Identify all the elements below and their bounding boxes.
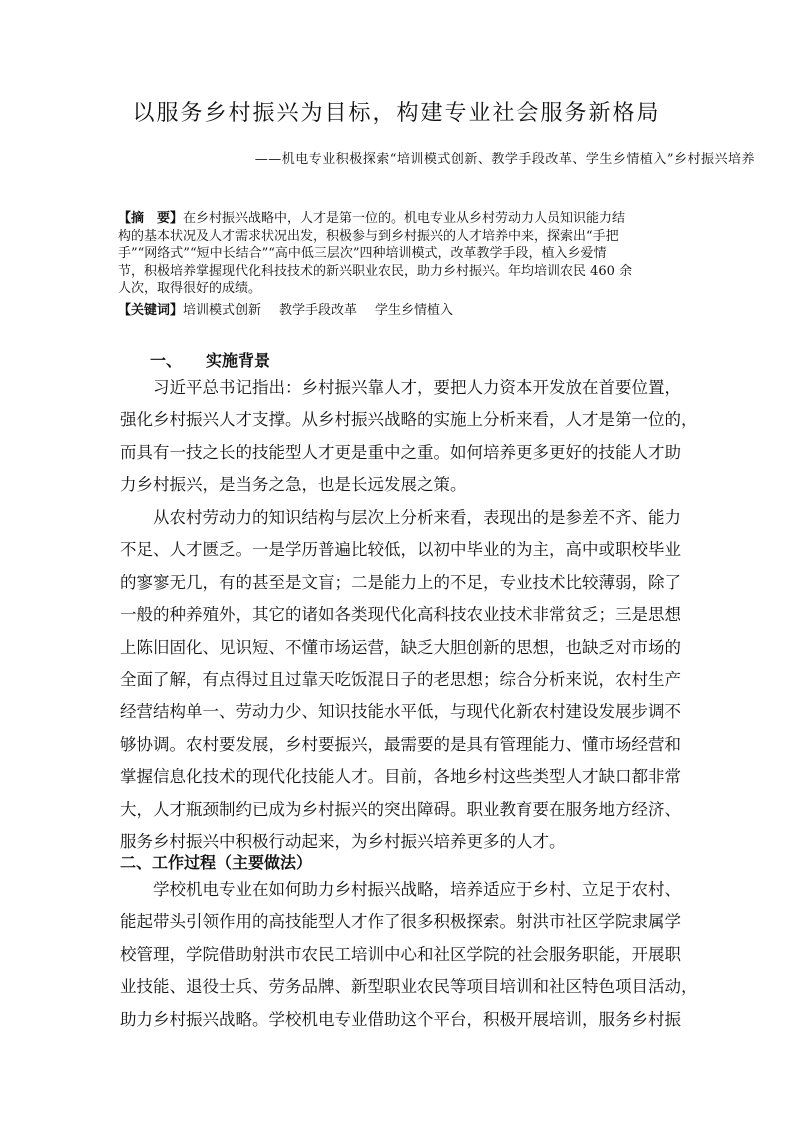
text-line: 上陈旧固化、见识短、不懂市场运营，缺乏大胆创新的思想，也缺乏对市场的 [120, 637, 681, 657]
text-line: 的寥寥无几，有的甚至是文盲；二是能力上的不足，专业技术比较薄弱，除了 [120, 572, 681, 592]
text-line: 全面了解，有点得过且过靠天吃饭混日子的老思想；综合分析来说，农村生产 [120, 670, 681, 690]
section-2-heading: 二、工作过程（主要做法） [120, 853, 313, 872]
keywords-block [118, 302, 678, 320]
document-title: 以服务乡村振兴为目标，构建专业社会服务新格局 [132, 101, 661, 126]
section-1-title: 实施背景 [206, 351, 271, 370]
abstract-block [118, 210, 678, 298]
text-line: 习近平总书记指出：乡村振兴靠人才，要把人力资本开发放在首要位置， [153, 378, 681, 397]
section-1-paragraph-2 [120, 502, 681, 858]
text-line: 大，人才瓶颈制约已成为乡村振兴的突出障碍。职业教育要在服务地方经济、 [120, 799, 681, 819]
text-line: 一般的种养殖外，其它的诸如各类现代化高科技农业技术非常贫乏；三是思想 [120, 605, 681, 625]
abstract-line: 人次，取得很好的成绩。 [118, 281, 262, 296]
text-line: 经营结构单一、劳动力少、知识技能水平低，与现代化新农村建设发展步调不 [120, 702, 681, 722]
abstract-line: 手”“网络式”“短中长结合”“高中低三层次”四种培训模式，改革教学手段，植入乡爱情 [118, 246, 607, 261]
keyword: 学生乡情植入 [375, 303, 454, 318]
section-1-heading [150, 348, 270, 371]
text-line: 力乡村振兴，是当务之急，也是长远发展之策。 [120, 475, 467, 495]
text-line: 掌握信息化技术的现代化技能人才。目前，各地乡村这些类型人才缺口都非常 [120, 767, 681, 787]
text-line: 能起带头引领作用的高技能型人才作了很多积极探索。射洪市社区学院隶属学 [120, 912, 681, 932]
text-line: 校管理，学院借助射洪市农民工培训中心和社区学院的社会服务职能，开展职 [120, 944, 681, 964]
text-line: 不足、人才匮乏。一是学历普遍比较低，以初中毕业的为主，高中或职校毕业 [120, 540, 681, 560]
section-1-paragraph-1 [120, 372, 698, 502]
abstract-line: 节，积极培养掌握现代化科技技术的新兴职业农民，助力乡村振兴。年均培训农民 460 余 [118, 263, 633, 279]
text-line: 强化乡村振兴人才支撑。从乡村振兴战略的实施上分析来看，人才是第一位的， [120, 410, 698, 430]
text-line: 业技能、退役士兵、劳务品牌、新型职业农民等项目培训和社区特色项目活动， [120, 977, 698, 997]
text-line: 够协调。农村要发展，乡村要振兴，最需要的是具有管理能力、懂市场经营和 [120, 734, 681, 754]
keyword: 培训模式创新 [183, 303, 262, 318]
abstract-label: 【摘 要】 [118, 211, 184, 226]
text-line: 学校机电专业在如何助力乡村振兴战略，培养适应于乡村、立足于农村、 [153, 880, 681, 899]
text-line: 而具有一技之长的技能型人才更是重中之重。如何培养更多更好的技能人才助 [120, 442, 681, 462]
text-line: 助力乡村振兴战略。学校机电专业借助这个平台，积极开展培训，服务乡村振 [120, 1009, 681, 1029]
abstract-line: 在乡村振兴战略中，人才是第一位的。机电专业从乡村劳动力人员知识能力结 [183, 211, 626, 226]
document-subtitle: ——机电专业积极探索“培训模式创新、教学手段改革、学生乡情植入”乡村振兴培养 [254, 152, 755, 167]
section-2-paragraph-1 [120, 874, 698, 1036]
text-line: 服务乡村振兴中积极行动起来，为乡村振兴培养更多的人才。 [120, 832, 566, 852]
keyword: 教学手段改革 [279, 303, 358, 318]
text-line: 从农村劳动力的知识结构与层次上分析来看，表现出的是参差不齐、能力 [153, 508, 681, 527]
section-1-number: 一、 [150, 351, 183, 370]
keywords-label: 【关键词】 [118, 303, 184, 318]
abstract-line: 构的基本状况及人才需求状况出发，积极参与到乡村振兴的人才培养中来，探索出“手把 [118, 228, 619, 244]
